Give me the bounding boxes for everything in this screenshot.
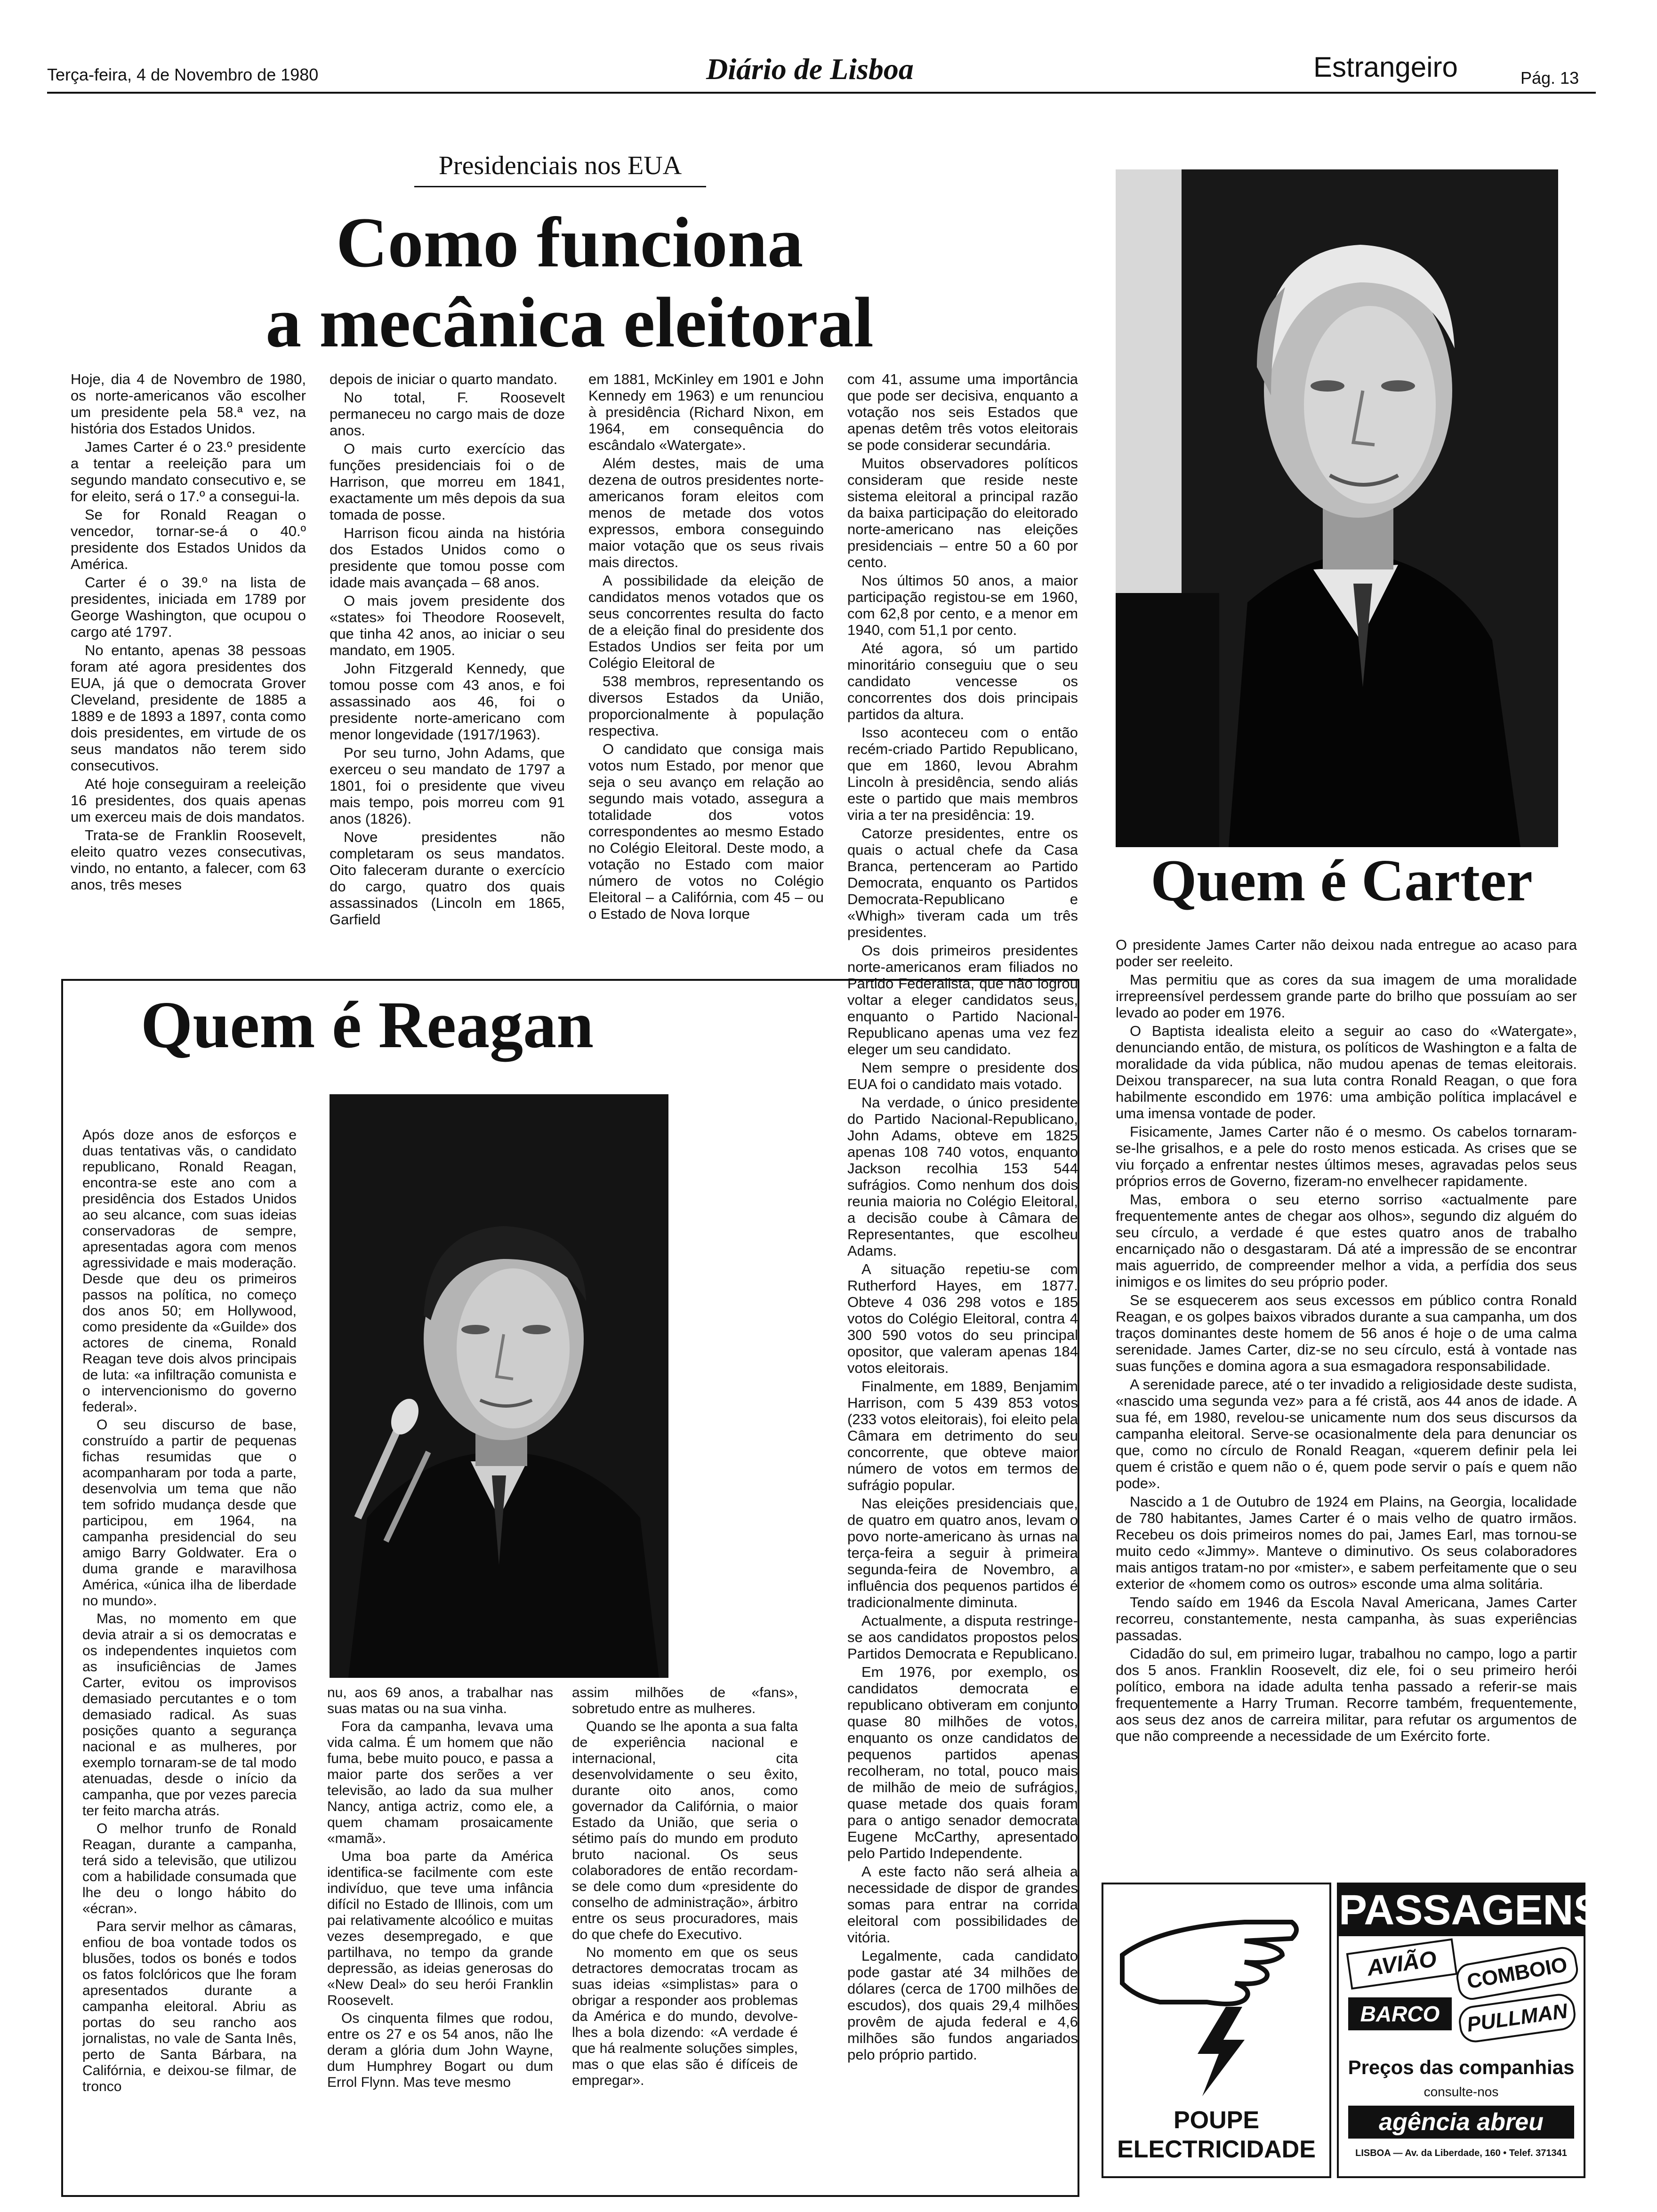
paragraph: Quando se lhe aponta a sua falta de experiência nacional e internacional, cita desenvolvidamente o seu êxito, durante oito anos, como governador da Califórnia, o maior Estado da União, que seria o sétimo país do mundo em produto bruto nacional. Os seus colaboradores de então recordam-se dele como dum «presidente do conselho de administração», árbitro entre os seus procuradores, mais do que chefe do Executivo. (572, 1719, 798, 1942)
carter-photo-illustration (1116, 169, 1558, 847)
paragraph: Se se esquecerem aos seus excessos em público contra Ronald Reagan, e os golpes baixos vibrados durante a sua campanha, um dos traços dominantes deste homem de 56 anos é hoje o de uma calma serenidade. James Carter, diz-se no seu círculo, está à vontade nas suas funções e domina agora a sua esmagadora responsabilidade. (1116, 1292, 1577, 1374)
paragraph: O candidato que consiga mais votos num Estado, por menor que seja o seu avanço em relação ao segundo mais votado, assegura a totalidade dos votos correspondentes ao mesmo Estado no Colégio Eleitoral. Deste modo, a votação no Estado com maior número de votos no Colégio Eleitoral – a Califórnia, com 45 – ou o Estado de Nova Iorque (588, 741, 824, 922)
paragraph: com 41, assume uma importância que pode ser decisiva, enquanto a votação nos seis Estados que apenas detêm três votos eleitorais se pode considerar secundária. (847, 371, 1078, 453)
paragraph: A serenidade parece, até o ter invadido a religiosidade deste sudista, «nascido uma segunda vez» para a fé cristã, aos 44 anos de idade. A sua fé, em 1980, revelou-se unicamente num dos seus discursos da campanha eleitoral. Serve-se ocasionalmente dela para denunciar os que, como no círculo de Ronald Reagan, «querem definir pela lei quem é cristão e quem não o é, quem pode servir o país e quem não pode». (1116, 1376, 1577, 1491)
paragraph: James Carter é o 23.º presidente a tentar a reeleição para um segundo mandato consecutivo e, se for eleito, será o 17.º a consegui-la. (71, 439, 306, 505)
paragraph: Trata-se de Franklin Roosevelt, eleito quatro vezes consecutivas, vindo, no entanto, a falecer, com 63 anos, três meses (71, 827, 306, 893)
paragraph: O presidente James Carter não deixou nada entregue ao acaso para poder ser reeleito. (1116, 937, 1577, 970)
paragraph: Hoje, dia 4 de Novembro de 1980, os norte-americanos vão escolher um presidente pela 58.ª vez, na história dos Estados Unidos. (71, 371, 306, 437)
paragraph: Nas eleições presidenciais que, de quatro em quatro anos, levam o povo norte-americano às urnas na terça-feira a seguir à primeira segunda-feira de Novembro, a influência dos pequenos partidos é tradicionalmente diminuta. (847, 1495, 1078, 1611)
paragraph: 538 membros, representando os diversos Estados da União, proporcionalmente à população respectiva. (588, 673, 824, 739)
paragraph: Nos últimos 50 anos, a maior participação registou-se em 1960, com 62,8 por cento, e a menor em 1940, com 51,1 por cento. (847, 572, 1078, 638)
paragraph: Actualmente, a disputa restringe-se aos candidatos propostos pelos Partidos Democrata e Republicano. (847, 1612, 1078, 1662)
passagens-tagline: Preços das companhias (1348, 2056, 1575, 2078)
carter-title: Quem é Carter (1150, 848, 1533, 914)
paragraph: Fisicamente, James Carter não é o mesmo. Os cabelos tornaram-se-lhe grisalhos, e a pele do rosto menos esticada. As crises que se viu forçado a enfrentar nestes últimos meses, agravadas pelos seus próprios erros de Governo, fizeram-no envelhecer rapidamente. (1116, 1123, 1577, 1189)
paragraph: O mais jovem presidente dos «states» foi Theodore Roosevelt, que tinha 42 anos, ao iniciar o seu mandato, em 1905. (330, 593, 565, 658)
main-column-1 (71, 371, 306, 959)
paragraph: depois de iniciar o quarto mandato. (330, 371, 558, 387)
article-headline (235, 202, 904, 362)
paragraph: Uma boa parte da América identifica-se facilmente com este indivíduo, que teve uma infância difícil no Estado de Illinois, com um pai relativamente alcoólico e muitas vezes desempregado, e que partilhava, no tempo da grande depressão, as ideias generosas do «New Deal» do seu herói Franklin Roosevelt. (327, 1849, 553, 2008)
paragraph: Os dois primeiros presidentes norte-americanos eram filiados no Partido Federalista, que não logrou voltar a eleger candidatos seus, enquanto o Partido Nacional-Republicano apenas uma vez fez eleger um seu candidato. (847, 942, 1078, 1058)
paragraph: Mas, embora o seu eterno sorriso «actualmente pare frequentemente antes de chegar aos olhos», segundo diz alguém do seu círculo, a verdade é que estes quatro anos de trabalho encarniçado não o desgastaram. Dá até a impressão de se encontrar mais aguerrido, de compreender melhor a vida, a perfídia dos seus inimigos e os limites do seu próprio poder. (1116, 1191, 1577, 1290)
paragraph: O mais curto exercício das funções presidenciais foi o de Harrison, que morreu em 1841, exactamente um mês depois da sua tomada de posse. (330, 441, 565, 523)
passagens-title: PASSAGENS (1339, 1884, 1584, 1936)
paragraph: Na verdade, o único presidente do Partido Nacional-Republicano, John Adams, obteve em 1825 apenas 108 740 votos, enquanto Jackson recolhia 153 544 sufrágios. Como nenhum dos dois reunia maioria no Colégio Eleitoral, a decisão coube à Câmara de Representantes, que escolheu Adams. (847, 1094, 1078, 1259)
paragraph: Por seu turno, John Adams, que exerceu o seu mandato de 1797 a 1801, foi o presidente que viveu mais tempo, pois morreu com 91 anos (1826). (330, 745, 565, 827)
paragraph: No total, F. Roosevelt permaneceu no cargo mais de doze anos. (330, 389, 565, 439)
poupe-text (1103, 2106, 1329, 2164)
issue-date: Terça-feira, 4 de Novembro de 1980 (47, 65, 319, 84)
reagan-column-1 (82, 1127, 297, 2186)
paragraph: O Baptista idealista eleito a seguir ao caso do «Watergate», denunciando então, de mistura, os políticos de Washington e a falta de moralidade da vida pública, não mudou apenas de temas eleitorais. Deixou transparecer, na sua luta contra Ronald Reagan, o que fora habilmente escondido em 1976: uma ambição política implacável e uma imensa vontade de poder. (1116, 1023, 1577, 1122)
paragraph: Se for Ronald Reagan o vencedor, tornar-se-á o 40.º presidente dos Estados Unidos da América. (71, 506, 306, 572)
passagens-address: LISBOA — Av. da Liberdade, 160 • Telef. 371341 (1355, 2148, 1567, 2158)
paragraph: Após doze anos de esforços e duas tentativas vãs, o candidato republicano, Ronald Reagan, encontra-se este ano com a presidência dos Estados Unidos ao seu alcance, com suas ideias conservadoras de sempre, apresentadas agora com menos agressividade e mais moderação. Desde que deu os primeiros passos na política, no começo dos anos 50; em Hollywood, como presidente da «Guilde» dos actores de cinema, Ronald Reagan teve dois alvos principais de luta: «a infiltração comunista e o intervencionismo do governo federal». (82, 1127, 297, 1415)
masthead: Diário de Lisboa (706, 52, 914, 86)
reagan-title: Quem é Reagan (140, 987, 594, 1062)
paragraph: Tendo saído em 1946 da Escola Naval Americana, James Carter recorreu, constantemente, nesta campanha, às suas experiências passadas. (1116, 1594, 1577, 1643)
poupe-line-1: POUPE (1173, 2107, 1260, 2134)
passagens-item-aviao: AVIÃO (1346, 1939, 1458, 1990)
paragraph: John Fitzgerald Kennedy, que tomou posse com 43 anos, e foi assassinado aos 46, foi o presidente norte-americano com menor longevidade (1917/1963). (330, 660, 565, 743)
main-column-3 (588, 371, 824, 959)
hand-lightning-icon (1103, 1884, 1329, 2101)
passagens-item-barco: BARCO (1348, 1997, 1452, 2030)
paragraph: Além destes, mais de uma dezena de outros presidentes norte-americanos foram eleitos com menos de metade dos votos expressos, embora conseguindo maior votação que os seus rivais mais directos. (588, 455, 824, 570)
reagan-column-3 (572, 1685, 798, 2184)
paragraph: Em 1976, por exemplo, os candidatos democrata e republicano obtiveram em conjunto quase 80 milhões de votos, enquanto os onze candidatos de pequenos partidos apenas recolheram, no total, pouco mais de milhão de meio de sufrágios, quase metade dos quais foram para o antigo senador democrata Eugene McCarthy, apresentado pelo Partido Independente. (847, 1664, 1078, 1861)
headline-line-1: Como funciona (336, 203, 804, 282)
carter-photo (1116, 169, 1558, 847)
paragraph: em 1881, McKinley em 1901 e John Kennedy em 1963) e um renunciou à presidência (Richard Nixon, em 1964, em consequência do escândalo «Watergate». (588, 371, 824, 453)
paragraph: Catorze presidentes, entre os quais o actual chefe da Casa Branca, pertenceram ao Partido Democrata, enquanto os Partidos Democrata-Republicano e «Whigh» tiveram cada um três presidentes. (847, 825, 1078, 940)
paragraph: nu, aos 69 anos, a trabalhar nas suas matas ou na sua vinha. (327, 1685, 553, 1716)
paragraph: A este facto não será alheia a necessidade de dispor de grandes somas para entrar na corrida eleitoral com possibilidades de vitória. (847, 1863, 1078, 1946)
reagan-photo (330, 1094, 668, 1678)
paragraph: Finalmente, em 1889, Benjamim Harrison, com 5 439 853 votos (233 votos eleitorais), foi eleito pela Câmara em detrimento do seu concorrente, que obteve maior número de votos em termos de sufrágio popular. (847, 1378, 1078, 1493)
paragraph: Até hoje conseguiram a reeleição 16 presidentes, dos quais apenas um exerceu mais de dois mandatos. (71, 776, 306, 825)
paragraph: Fora da campanha, levava uma vida calma. É um homem que não fuma, bebe muito pouco, e passa a maior parte dos serões a ver televisão, ao lado da sua mulher Nancy, antiga actriz, como ele, a quem chamam prosaicamente «mamã». (327, 1719, 553, 1846)
paragraph: Mas, no momento em que devia atrair a si os democratas e os independentes inquietos com as insuficiências de James Carter, evitou os improvisos demasiado percutantes e o tom demasiado radical. As suas posições quanto a segurança nacional e as mulheres, por exemplo tornaram-se de tal modo atenuadas, desde o início da campanha, que por vezes parecia ter feito marcha atrás. (82, 1611, 297, 1819)
paragraph: O melhor trunfo de Ronald Reagan, durante a campanha, terá sido a televisão, que utilizou com a habilidade consumada que lhe deu o longo hábito do «écran». (82, 1821, 297, 1916)
paragraph: Carter é o 39.º na lista de presidentes, iniciada em 1789 por George Washington, que ocupou o cargo até 1797. (71, 574, 306, 640)
paragraph: Muitos observadores políticos consideram que reside neste sistema eleitoral a principal razão da baixa participação do eleitorado norte-americano nas eleições presidenciais – entre 50 a 60 por cento. (847, 455, 1078, 570)
passagens-consulte: consulte-nos (1424, 2084, 1499, 2099)
passagens-ad (1337, 1883, 1602, 2178)
paragraph: assim milhões de «fans», sobretudo entre as mulheres. (572, 1685, 798, 1716)
reagan-photo-illustration (330, 1094, 668, 1678)
paragraph: Nascido a 1 de Outubro de 1924 em Plains, na Georgia, localidade de 780 habitantes, James Carter é o mais velho de quatro irmãos. Recebeu os dois primeiros nomes do pai, James Earl, mas tornou-se muito cedo «Jimmy». Manteve o diminutivo. Os seus colaboradores mais antigos tratam-no por «mister», e sabem perfeitamente que o seu exterior de «homem como os outros» esconde uma alma solitária. (1116, 1493, 1577, 1592)
poupe-line-2: ELECTRICIDADE (1117, 2136, 1316, 2163)
passagens-item-comboio: COMBOIO (1454, 1945, 1580, 2002)
paragraph: Mas permitiu que as cores da sua imagem de uma moralidade irrepreensível perdessem grande parte do brilho que possuíam ao ser levado ao poder em 1976. (1116, 971, 1577, 1021)
article-kicker: Presidenciais nos EUA (438, 151, 682, 180)
passagens-agency: agência abreu (1348, 2106, 1574, 2139)
header-rule (47, 92, 1596, 94)
paragraph: Nem sempre o presidente dos EUA foi o candidato mais votado. (847, 1059, 1078, 1092)
poupe-electricidade-ad (1102, 1883, 1331, 2178)
paragraph: No entanto, apenas 38 pessoas foram até agora presidentes dos EUA, já que o democrata Grover Cleveland, presidente de 1885 a 1889 e de 1893 a 1897, conta como dois presidentes, em virtude de os seus mandatos não terem sido consecutivos. (71, 642, 306, 774)
paragraph: Cidadão do sul, em primeiro lugar, trabalhou no campo, logo a partir dos 5 anos. Franklin Roosevelt, diz ele, foi o seu primeiro herói político, embora na idade adulta tenha passado a referir-se mais frequentemente a Harry Truman. Recorre também, frequentemente, aos seus dez anos de carreira militar, para refutar os argumentos de que não compreende a necessidade de um Exército forte. (1116, 1645, 1577, 1744)
paragraph: Harrison ficou ainda na história dos Estados Unidos como o presidente que tomou posse com idade mais avançada – 68 anos. (330, 525, 565, 591)
reagan-column-2 (327, 1685, 553, 2184)
kicker-rule (414, 186, 706, 187)
paragraph: O seu discurso de base, construído a partir de pequenas fichas resumidas que o acompanharam por toda a parte, desenvolvia um tema que não tem sofrido mudança desde que participou, em 1964, na campanha presidencial do seu amigo Barry Goldwater. Era o duma grande e maravilhosa América, «única ilha de liberdade no mundo». (82, 1417, 297, 1609)
carter-body (1116, 937, 1577, 1845)
page-number: Pág. 13 (1520, 68, 1579, 88)
paragraph: Até agora, só um partido minoritário conseguiu que o seu candidato vencesse os concorrentes dos dois principais partidos da altura. (847, 640, 1078, 722)
paragraph: Legalmente, cada candidato pode gastar até 34 milhões de dólares (cerca de 1700 milhões de escudos), dos quais 29,4 milhões provêm de ajuda federal e 4,6 milhões são fundos angariados pelo próprio partido. (847, 1948, 1078, 2063)
paragraph: A possibilidade da eleição de candidatos menos votados que os seus concorrentes resulta do facto de a eleição final do presidente dos Estados Undios ser feita por um Colégio Eleitoral de (588, 572, 824, 671)
paragraph: Nove presidentes não completaram os seus mandatos. Oito faleceram durante o exercício do cargo, quatro dos quais assassinados (Lincoln em 1865, Garfield (330, 829, 565, 928)
main-column-2 (330, 371, 565, 959)
paragraph: A situação repetiu-se com Rutherford Hayes, em 1877. Obteve 4 036 298 votos e 185 votos do Colégio Eleitoral, contra 4 300 590 votos do seu principal opositor, que valeram apenas 184 votos eleitorais. (847, 1261, 1078, 1376)
paragraph: Os cinquenta filmes que rodou, entre os 27 e os 54 anos, não lhe deram a glória dum John Wayne, dum Humphrey Bogart ou dum Errol Flynn. Mas teve mesmo (327, 2011, 553, 2090)
paragraph: Isso aconteceu com o então recém-criado Partido Republicano, que em 1860, levou Abrahm Lincoln à presidência, sendo aliás este o partido que mais membros viria a ter na presidência: 19. (847, 724, 1078, 823)
paragraph: Para servir melhor as câmaras, enfiou de boa vontade todos os blusões, todos os bonés e todos os fatos folclóricos que lhe foram apresentados durante a campanha eleitoral. Abriu as portas do seu rancho aos jornalistas, no vale de Santa Inês, perto de Santa Bárbara, na Califórnia, e deixou-se filmar, de tronco (82, 1919, 297, 2094)
paragraph: No momento em que os seus detractores democratas trocam as suas ideias «simplistas» para o obrigar a responder aos problemas da América e do mundo, devolve-lhes a bola dizendo: «A verdade é que há realmente soluções simples, mas o que elas são é difíceis de empregar». (572, 1945, 798, 2088)
headline-line-2: a mecânica eleitoral (265, 283, 874, 362)
section-name: Estrangeiro (1313, 51, 1458, 83)
passagens-item-pullman: PULLMAN (1457, 1992, 1577, 2044)
